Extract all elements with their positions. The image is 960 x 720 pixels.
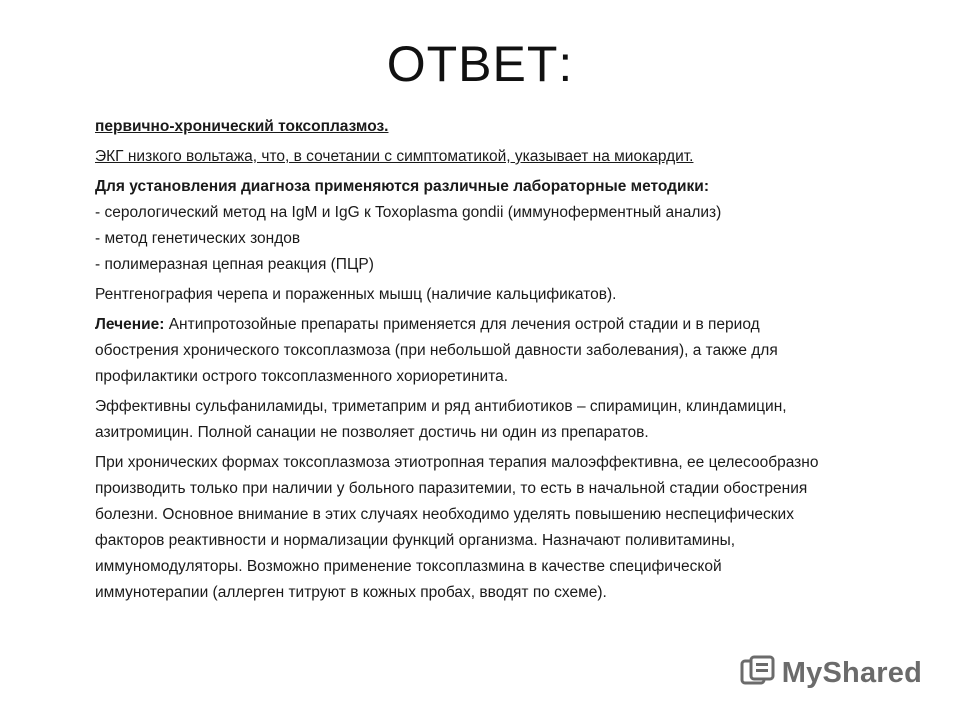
- treatment-line: обострения хронического токсоплазмоза (при небольшой давности заболевания), а также для: [95, 342, 778, 359]
- chronic-line: факторов реактивности и нормализации функций организма. Назначают поливитамины,: [95, 532, 736, 549]
- ecg-text: ЭКГ низкого вольтажа, что, в сочетании с симптоматикой, указывает на миокардит.: [95, 148, 694, 165]
- myshared-logo-icon: [740, 655, 776, 692]
- lab-section: [95, 174, 905, 278]
- watermark-logo: [740, 656, 922, 690]
- chronic-line: производить только при наличии у больного паразитемии, то есть в начальной стадии обострения: [95, 480, 808, 497]
- slide-body: [95, 114, 905, 610]
- diagnosis-text: первично-хронический токсоплазмоз.: [95, 118, 389, 135]
- xray-text: Рентгенография черепа и пораженных мышц (наличие кальцификатов).: [95, 286, 617, 303]
- lab-method-item: - метод генетических зондов: [95, 230, 301, 247]
- treatment-line: [95, 312, 905, 338]
- effective-section: [95, 394, 905, 446]
- slide-title: ОТВЕТ:: [386, 36, 574, 92]
- treatment-label: Лечение:: [95, 316, 165, 333]
- effective-line: азитромицин. Полной санации не позволяет достичь ни один из препаратов.: [95, 424, 649, 441]
- lab-header: Для установления диагноза применяются различные лабораторные методики:: [95, 178, 709, 195]
- chronic-line: иммунотерапии (аллерген титруют в кожных пробах, вводят по схеме).: [95, 584, 607, 601]
- chronic-line: болезни. Основное внимание в этих случаях необходимо уделять повышению неспецифических: [95, 506, 794, 523]
- treatment-line-text: Антипротозойные препараты применяется для лечения острой стадии и в период: [164, 316, 760, 333]
- chronic-line: иммуномодуляторы. Возможно применение токсоплазмина в качестве специфической: [95, 558, 722, 575]
- effective-line: Эффективны сульфаниламиды, триметаприм и ряд антибиотиков – спирамицин, клиндамицин,: [95, 398, 787, 415]
- lab-method-item: - серологический метод на IgM и IgG к Toxoplasma gondii (иммуноферментный анализ): [95, 204, 722, 221]
- watermark-text: MyShared: [781, 656, 922, 689]
- treatment-section: [95, 312, 905, 390]
- chronic-line: При хронических формах токсоплазмоза этиотропная терапия малоэффективна, ее целесообразно: [95, 454, 819, 471]
- lab-method-item: - полимеразная цепная реакция (ПЦР): [95, 256, 374, 273]
- chronic-section: [95, 450, 905, 606]
- treatment-line: профилактики острого токсоплазменного хориоретинита.: [95, 368, 509, 385]
